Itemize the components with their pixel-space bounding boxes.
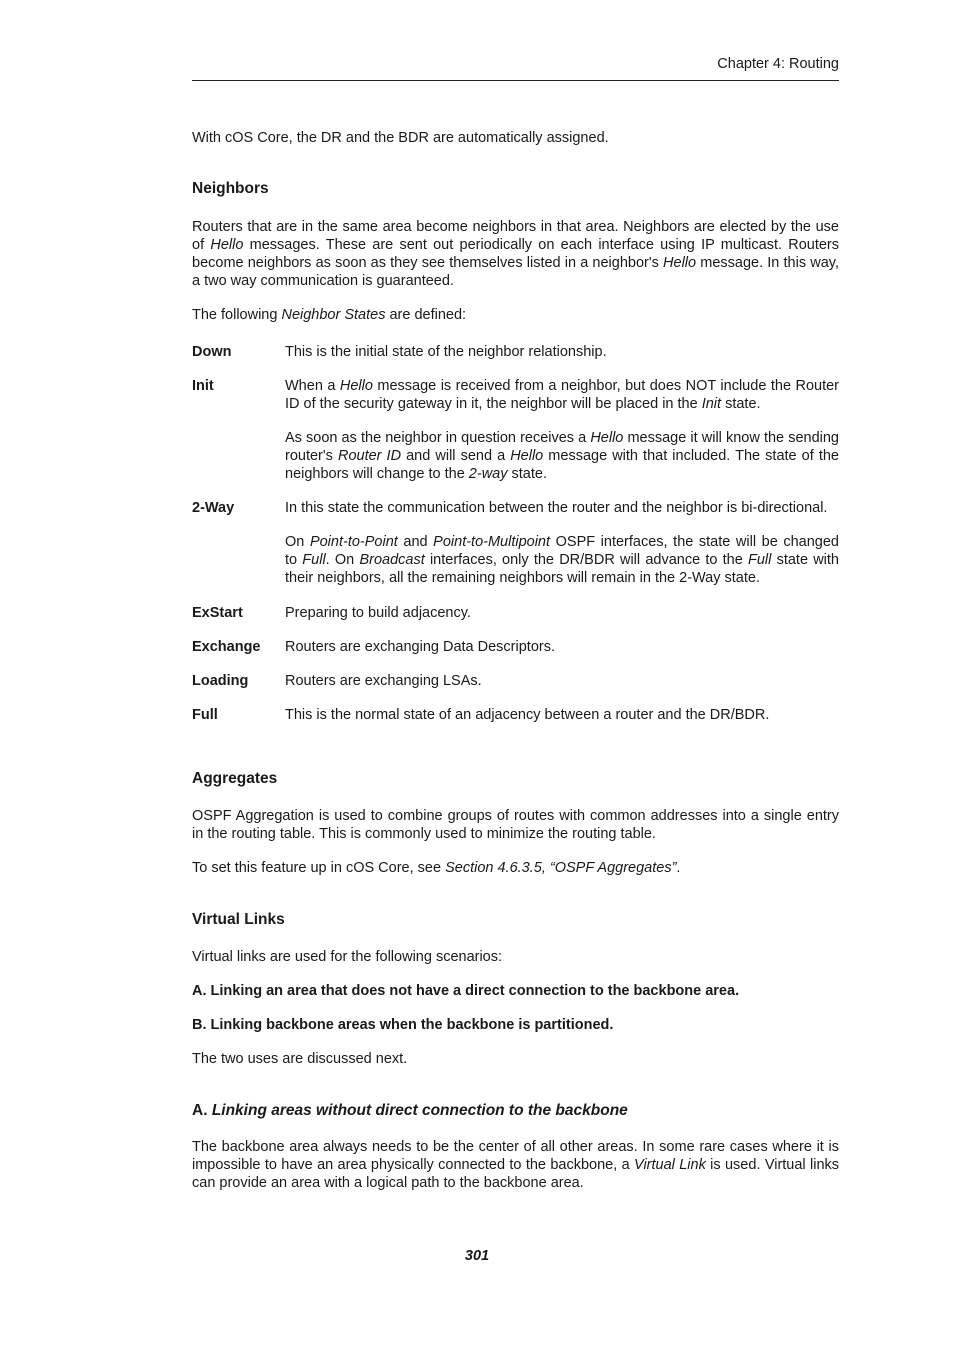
state-term: Full (192, 707, 218, 723)
neighbor-states-list (192, 343, 839, 724)
state-full (192, 706, 839, 724)
state-description: In this state the communication between the router and the neighbor is bi-directional. On Point-to-Point and Point-to-Multipoint OSPF interfaces, the state will be changed to Full. On Broadcast interfaces, only the DR/BDR will advance to the Full state with their neighbors, all the remaining neighbors will remain in the 2-Way state. (285, 500, 839, 586)
state-term: 2-Way (192, 500, 235, 516)
state-term: Loading (192, 673, 249, 689)
state-description: When a Hello message is received from a neighbor, but does NOT include the Router ID of the security gateway in it, the neighbor will be placed in the Init state. As soon as the neighbor in question receives a Hello message it will know the sending router's Router ID and will send a Hello message with that included. The state of the neighbors will change to the 2-way state. (285, 378, 839, 482)
neighbors-heading: Neighbors (192, 180, 269, 197)
section-a-heading: A. Linking areas without direct connection to the backbone (192, 1102, 628, 1119)
running-header: Chapter 4: Routing (717, 56, 839, 72)
neighbors-paragraph: Routers that are in the same area become neighbors in that area. Neighbors are elected by the use of Hello messages. These are sent out periodically on each interface using IP multicast. Routers become neighbors as soon as they see themselves listed in a neighbor's Hello message. In this way, a two way communication is guaranteed. (192, 219, 840, 289)
intro-paragraph: With cOS Core, the DR and the BDR are automatically assigned. (192, 130, 609, 146)
state-loading (192, 672, 839, 690)
state-term: Exchange (192, 639, 261, 655)
header-rule (192, 80, 839, 81)
state-exstart (192, 604, 839, 622)
scenario-b: B. Linking backbone areas when the backbone is partitioned. (192, 1017, 614, 1033)
aggregates-reference: To set this feature up in cOS Core, see Section 4.6.3.5, “OSPF Aggregates”. (192, 860, 681, 876)
section-link[interactable]: Section 4.6.3.5, “OSPF Aggregates” (445, 860, 677, 876)
state-description: This is the normal state of an adjacency between a router and the DR/BDR. (285, 707, 770, 723)
state-down (192, 343, 839, 361)
state-description: Routers are exchanging LSAs. (285, 673, 482, 689)
state-term: Down (192, 344, 232, 360)
state-term: ExStart (192, 605, 243, 621)
virtual-links-heading: Virtual Links (192, 911, 285, 928)
scenario-a: A. Linking an area that does not have a direct connection to the backbone area. (192, 983, 740, 999)
section-a-paragraph: The backbone area always needs to be the center of all other areas. In some rare cases where it is impossible to have an area physically connected to the backbone, a Virtual Link is used. Virtual links can provide an area with a logical path to the backbone area. (192, 1139, 840, 1191)
page-content (192, 129, 839, 1192)
state-term: Init (192, 378, 214, 394)
aggregates-paragraph: OSPF Aggregation is used to combine groups of routes with common addresses into a single entry in the routing table. This is commonly used to minimize the routing table. (192, 808, 839, 842)
state-2-way (192, 499, 839, 587)
virtual-links-paragraph: Virtual links are used for the following scenarios: (192, 949, 503, 965)
state-description: This is the initial state of the neighbor relationship. (285, 344, 607, 360)
virtual-links-next: The two uses are discussed next. (192, 1051, 408, 1067)
state-description: Routers are exchanging Data Descriptors. (285, 639, 555, 655)
state-description: Preparing to build adjacency. (285, 605, 471, 621)
aggregates-heading: Aggregates (192, 770, 278, 787)
state-init (192, 377, 839, 483)
neighbor-states-intro: The following Neighbor States are defined: (192, 307, 467, 323)
page-number: 301 (464, 1248, 490, 1264)
state-exchange (192, 638, 839, 656)
